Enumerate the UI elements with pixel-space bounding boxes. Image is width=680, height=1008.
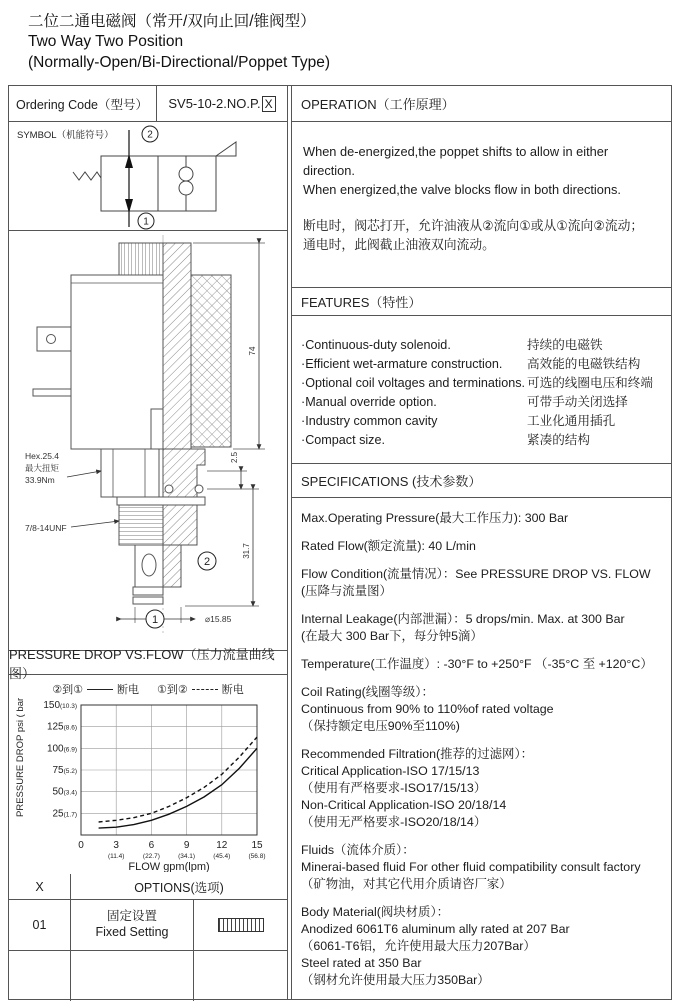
options-col-options: OPTIONS(选项): [134, 880, 224, 895]
legend-solid-label: ②到①: [52, 684, 83, 696]
legend-dashed-label: ①到②: [157, 684, 188, 696]
specifications-header: SPECIFICATIONS (技术参数）: [292, 464, 671, 498]
spade-terminal-icon: [33, 389, 71, 396]
svg-text:15: 15: [251, 840, 263, 851]
thread-note: 7/8-14UNF: [25, 523, 67, 533]
options-table: [9, 874, 287, 1001]
hex-note-line1: Hex.25.4: [25, 451, 60, 461]
options-row-01: [9, 900, 287, 951]
drawing-port-1: 1: [151, 614, 159, 626]
feature-item: ·Efficient wet-armature construction. 高效能的电磁铁结构: [301, 357, 641, 371]
features-header: FEATURES（特性）: [292, 288, 671, 316]
hex-note-line2: 最大扭矩: [25, 463, 60, 473]
spec-filtration: Recommended Filtration(推荐的过滤网）： Critical Application-ISO 17/15/13 （使用有严格要求-ISO17/15/13） Non-Critical Application-ISO 20/18/14 （使用无严格要求-ISO20/18/14）: [301, 747, 534, 829]
dim-2-5: 2.5: [230, 451, 239, 463]
legend-dashed-state: 断电: [221, 684, 244, 696]
solenoid-actuator-icon: [216, 142, 236, 156]
feature-item: ·Optional coil voltages and terminations. 可选的线圈电压和终端: [301, 376, 653, 390]
content-frame: [8, 85, 672, 1000]
option-illustration-cell: [194, 900, 287, 950]
x-axis-label: FLOW gpm(lpm): [128, 861, 210, 872]
page-title: [28, 12, 330, 73]
ordering-code-value: [157, 86, 287, 121]
valve-cross-section-drawing: [9, 231, 288, 651]
spec-body-material: Body Material(阀块材质）： Anodized 6061T6 aluminum ally rated at 207 Bar （6061-T6铝，允许使用最大压力207Bar） Steel rated at 350 Bar （钢材允许使用最大压力350Bar）: [301, 905, 570, 987]
svg-text:125(8.6): 125(8.6): [46, 721, 77, 733]
spring-icon: [73, 172, 101, 180]
drawing-port-2: 2: [203, 556, 211, 568]
dashed-line-icon: [192, 689, 218, 690]
svg-text:12: 12: [216, 840, 228, 851]
svg-text:(22.7): (22.7): [142, 853, 160, 860]
operation-body: [292, 122, 671, 288]
chart-section-header: PRESSURE DROP VS.FLOW（压力流量曲线图）: [9, 651, 287, 675]
feature-item: ·Continuous-duty solenoid. 持续的电磁铁: [301, 338, 603, 352]
curve-2-to-1: [99, 748, 257, 828]
chart-legend: [9, 675, 287, 697]
dim-74: 74: [248, 346, 257, 356]
svg-text:50(3.4): 50(3.4): [52, 786, 77, 798]
valve-drawing-section: [9, 231, 287, 651]
legend-item-solid: [52, 681, 139, 697]
x-origin: 0: [78, 840, 84, 851]
operation-en-line2: When energized,the valve blocks flow in both directions.: [303, 182, 621, 198]
svg-text:9: 9: [183, 840, 190, 851]
spec-internal-leakage: Internal Leakage(内部泄漏）：5 drops/min. Max. at 300 Bar (在最大 300 Bar下，每分钟5滴）: [301, 612, 625, 643]
features-body: [292, 316, 671, 464]
operation-en-line1: When de-energized,the poppet shifts to allow in either direction.: [303, 144, 609, 179]
title-en-line1: Two Way Two Position: [28, 33, 184, 51]
options-header-row: [9, 874, 287, 900]
pressure-drop-chart: [9, 675, 287, 874]
spec-flow-condition: Flow Condition(流量情况）：See PRESSURE DROP VS. FLOW (压降与流量图）: [301, 567, 651, 598]
svg-text:6: 6: [148, 840, 155, 851]
svg-text:(11.4): (11.4): [107, 853, 125, 860]
dim-31-7: 31.7: [242, 543, 251, 559]
spec-rated-flow: Rated Flow(额定流量): 40 L/min: [301, 539, 476, 553]
symbol-section: [9, 122, 287, 231]
spec-fluids: Fluids（流体介质）： Minerai-based fluid For other fluid compatibility consult factory （矿物油，对其它代用介质请咨厂家）: [301, 843, 641, 891]
spec-coil-rating: Coil Rating(线圈等级）： Continuous from 90% to 110%of rated voltage （保持额定电压90%至110%): [301, 685, 554, 733]
option-code: 01: [9, 900, 71, 950]
legend-item-dashed: [157, 681, 244, 697]
options-row-empty: [9, 951, 287, 1001]
option-label-en: Fixed Setting: [95, 925, 169, 939]
svg-text:100(6.9): 100(6.9): [46, 743, 77, 755]
hydraulic-symbol-diagram: [9, 122, 288, 231]
left-column: [9, 86, 288, 999]
option-label: [71, 900, 194, 950]
specifications-body: [292, 498, 671, 1001]
dim-dia: ⌀15.85: [205, 614, 232, 624]
spade-terminal-icon: [37, 327, 71, 351]
feature-item: ·Compact size. 紧凑的结构: [301, 433, 590, 447]
option-label-zh: 固定设置: [106, 909, 157, 924]
spec-temperature: Temperature(工作温度）: -30°F to +250°F （-35°C 至 +120°C）: [301, 657, 653, 671]
symbol-port-1: 1: [143, 216, 149, 228]
svg-text:3: 3: [113, 840, 119, 851]
svg-text:(34.1): (34.1): [178, 853, 196, 860]
title-en-line2: (Normally-Open/Bi-Directional/Poppet Type): [28, 53, 331, 71]
svg-text:150(10.3): 150(10.3): [43, 700, 77, 711]
hex-note-line3: 33.9Nm: [25, 475, 55, 485]
ordering-code-row: [9, 86, 287, 122]
knurled-knob-icon: [218, 918, 264, 932]
symbol-label: SYMBOL（机能符号）: [17, 130, 114, 141]
right-column: [291, 86, 671, 999]
solid-line-icon: [87, 689, 113, 690]
svg-text:(45.4): (45.4): [213, 853, 231, 860]
operation-zh-line1: 断电时，阀芯打开，允许油液从②流向①或从①流向②流动；: [303, 217, 644, 233]
chart-plot: [9, 697, 288, 872]
y-axis-label: PRESSURE DROP psi ( bar ): [15, 697, 26, 817]
options-col-x: X: [9, 874, 71, 899]
symbol-port-2: 2: [147, 129, 153, 141]
svg-text:(56.8): (56.8): [248, 853, 266, 860]
ordering-code-label: Ordering Code（型号）: [9, 86, 157, 121]
title-zh: 二位二通电磁阀（常开/双向止回/锥阀型）: [28, 13, 316, 30]
operation-zh-line2: 通电时，此阀截止油液双向流动。: [303, 236, 495, 252]
curve-1-to-2: [99, 737, 257, 822]
feature-item: ·Industry common cavity 工业化通用插孔: [301, 414, 616, 428]
feature-item: ·Manual override option. 可带手动关闭选择: [301, 395, 628, 409]
operation-header: OPERATION（工作原理）: [292, 86, 671, 122]
ordering-code-text: SV5-10-2.NO.P.: [168, 96, 261, 111]
ordering-option-box: X: [262, 96, 276, 112]
legend-solid-state: 断电: [117, 684, 139, 696]
svg-text:75(5.2): 75(5.2): [52, 765, 77, 776]
spec-max-pressure: Max.Operating Pressure(最大工作压力): 300 Bar: [301, 511, 569, 525]
svg-text:25(1.7): 25(1.7): [52, 808, 77, 820]
